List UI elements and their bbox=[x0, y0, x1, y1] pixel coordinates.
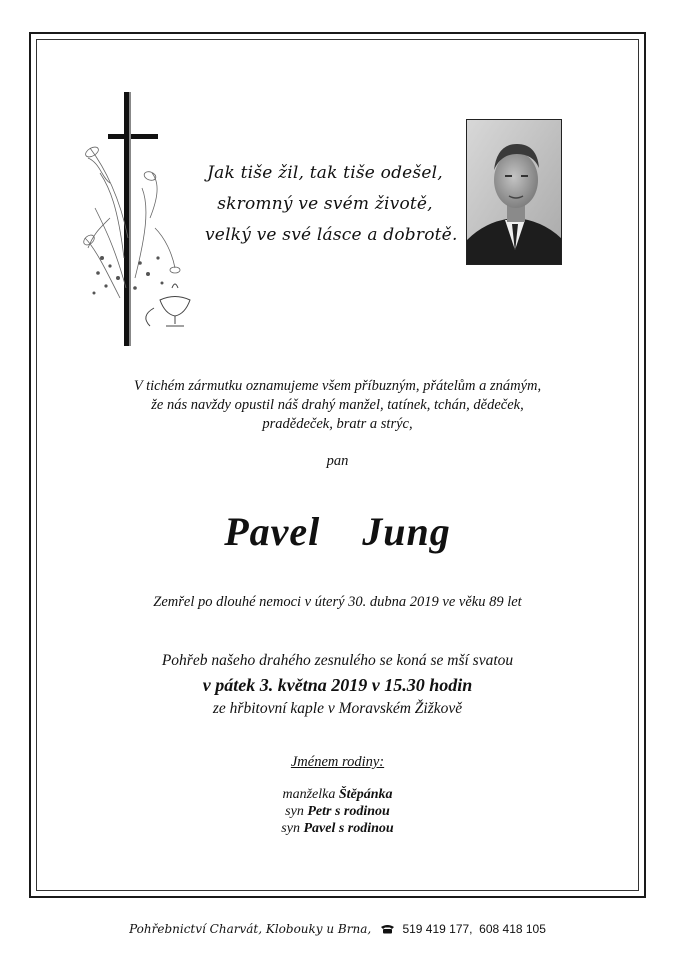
deceased-name bbox=[36, 508, 639, 555]
funeral-home: Pohřebnictví Charvát, Klobouky u Brna, bbox=[129, 922, 372, 936]
cross-icon bbox=[108, 92, 158, 346]
family-member bbox=[36, 786, 639, 803]
deceased-name-text: Pavel Jung bbox=[224, 509, 451, 554]
funeral-line-1: Pohřeb našeho drahého zesnulého se koná se mší svatou bbox=[161, 652, 514, 669]
verse-line: velký ve své lásce a dobrotě. bbox=[205, 225, 458, 245]
funeral-date-time: v pátek 3. května 2019 v 15.30 hodin bbox=[202, 675, 473, 695]
member-name: Pavel s rodinou bbox=[303, 821, 394, 836]
relation: manželka bbox=[282, 787, 339, 802]
verse bbox=[205, 158, 458, 251]
member-name: Štěpánka bbox=[338, 787, 393, 802]
title-pan: pan bbox=[326, 453, 349, 469]
relation: syn bbox=[281, 821, 304, 836]
announcement-line: V tichém zármutku oznamujeme všem příbuzným, přátelům a známým, bbox=[133, 378, 542, 394]
announcement-line: pradědeček, bratr a strýc, bbox=[262, 416, 413, 432]
portrait-photo bbox=[466, 119, 562, 265]
funeral-location: ze hřbitovní kaple v Moravském Žižkově bbox=[212, 700, 463, 717]
footer bbox=[0, 922, 675, 937]
family-member bbox=[36, 803, 639, 820]
verse-line: Jak tiše žil, tak tiše odešel, bbox=[207, 163, 443, 183]
lamp-icon bbox=[146, 284, 190, 326]
family-heading: Jménem rodiny: bbox=[290, 754, 385, 770]
phone-numbers: 519 419 177, 608 418 105 bbox=[402, 922, 546, 936]
family-member bbox=[36, 820, 639, 837]
relation: syn bbox=[285, 804, 308, 819]
verse-line: skromný ve svém životě, bbox=[217, 194, 433, 214]
announcement-text bbox=[36, 377, 639, 434]
family-list bbox=[36, 786, 639, 837]
announcement-line: že nás navždy opustil náš drahý manžel, tatínek, tchán, dědeček, bbox=[151, 397, 524, 413]
telephone-icon bbox=[380, 924, 395, 934]
death-notice: Zemřel po dlouhé nemoci v úterý 30. dubna 2019 ve věku 89 let bbox=[153, 594, 522, 610]
member-name: Petr s rodinou bbox=[307, 804, 390, 819]
cross-lily-decoration bbox=[80, 88, 210, 350]
